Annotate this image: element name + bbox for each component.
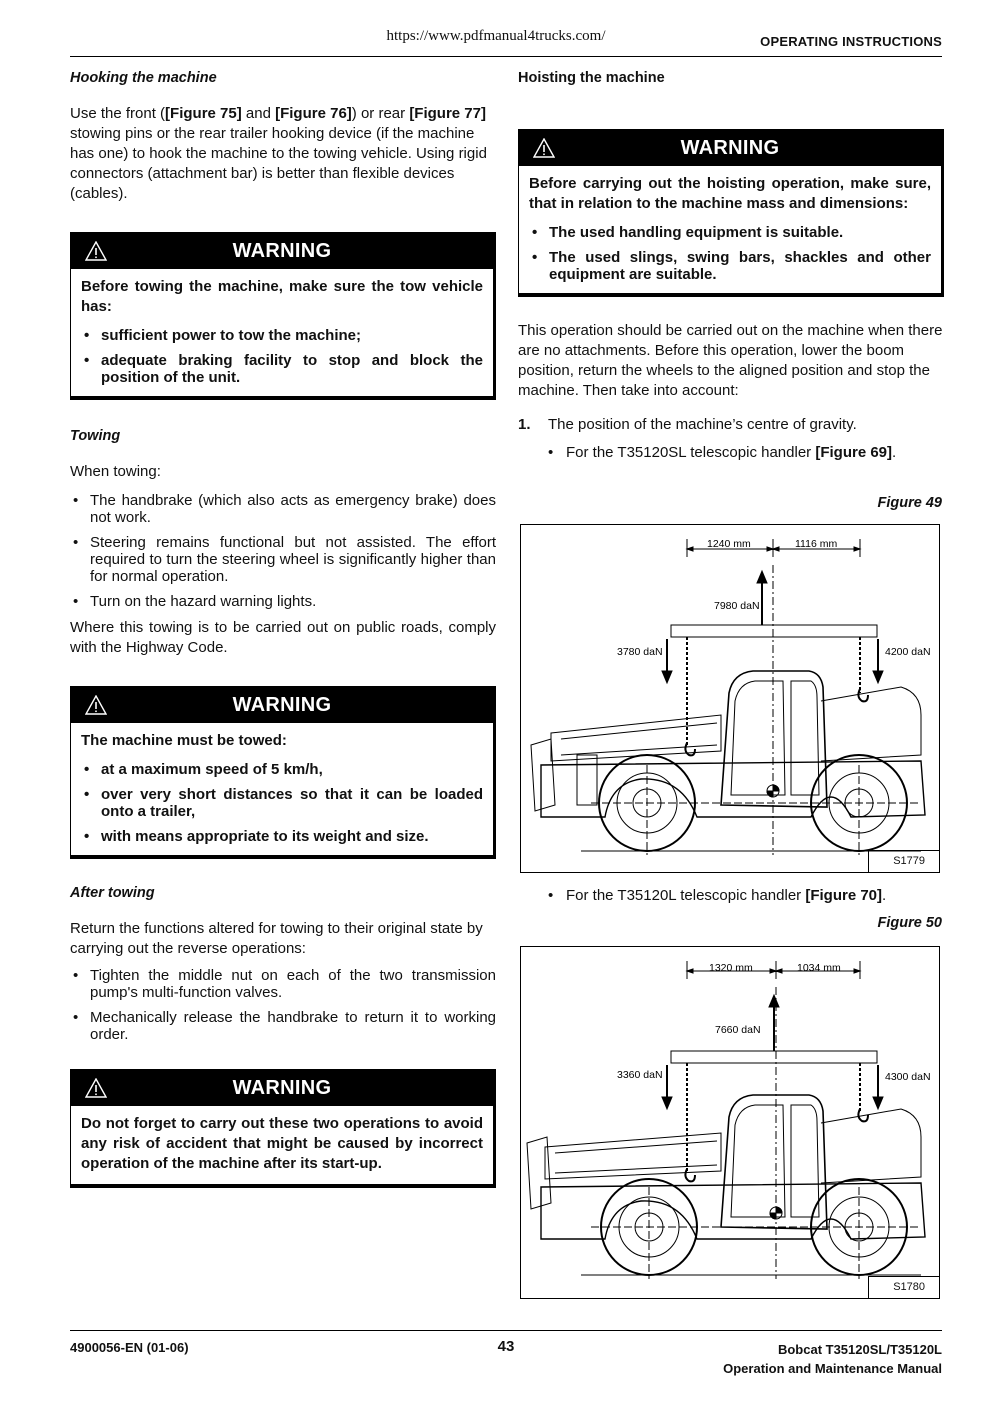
model-name: Bobcat T35120SL/T35120L [777,1342,942,1357]
hoisting-title: Hoisting the machine [518,70,665,86]
step-text: The position of the machine’s centre of gravity. [548,416,857,433]
figure-75-ref[interactable]: [Figure 75] [165,105,242,122]
warning-title: WARNING [680,137,780,159]
right-column [518,70,944,463]
list-item: • over very short distances so that it can be loaded onto a trailer, [81,786,483,820]
list-item: • Mechanically release the handbrake to return it to working order. [70,1009,496,1043]
dim-right-label: 1034 mm [797,962,841,974]
figure-49 [520,524,940,873]
left-column [70,70,496,1188]
hooking-text: Use the front ([Figure 75] and [Figure 76]) or rear [Figure 77] stowing pins or the rear trailer hooking device (if the machine has one) to hook the machine to the towing vehicle. Using rigid connectors (attachment bar) is better than flexible devices (cables). [70,105,487,202]
after-towing-text: Return the functions altered for towing to their original state by carrying out the reverse operations: [70,920,483,957]
load-left-label: 3780 daN [617,646,663,658]
figure-50-caption: Figure 50 [877,915,942,931]
load-left-label: 3360 daN [617,1069,663,1081]
dim-right-label: 1116 mm [795,538,838,550]
towing-roads-text: Where this towing is to be carried out on public roads, comply with the Highway Code. [70,619,496,656]
warning-header [519,130,941,166]
sub-item-t35120sl: • For the T35120SL telescopic handler [Figure 69]. [548,444,897,461]
figure-id: S1779 [868,850,939,872]
page-number: 43 [497,1338,515,1355]
towing-title: Towing [70,428,121,444]
warning-box-after-towing [70,1069,496,1188]
figure-70-ref[interactable]: [Figure 70] [805,887,883,904]
warning-box-towing [70,232,496,400]
document-number: 4900056-EN (01-06) [70,1340,189,1355]
figure-49-caption: Figure 49 [877,495,942,511]
list-item: • Steering remains functional but not assisted. The effort required to turn the steering wheel is significantly higher than for normal operation. [70,534,496,585]
figure-69-ref[interactable]: [Figure 69] [815,444,893,461]
warning-box-hoisting [518,129,944,297]
list-item: • The handbrake (which also acts as emergency brake) does not work. [70,492,496,526]
figure-id: S1780 [868,1276,939,1298]
load-top-label: 7660 daN [715,1024,761,1036]
step-1 [518,415,944,435]
list-item: • Turn on the hazard warning lights. [70,593,496,610]
warning-intro: Before towing the machine, make sure the tow vehicle has: [81,278,483,315]
hooking-title: Hooking the machine [70,70,217,86]
sub-item-t35120l: • For the T35120L telescopic handler [Figure 70]. [548,887,887,904]
list-item: • The used slings, swing bars, shackles and other equipment are suitable. [529,249,931,283]
warning-text: Do not forget to carry out these two operations to avoid any risk of accident that might be caused by incorrect operation of the machine after its start-up. [81,1115,483,1172]
list-item: • The used handling equipment is suitable. [529,224,931,241]
warning-intro: Before carrying out the hoisting operation, make sure, that in relation to the machine mass and dimensions: [529,175,931,212]
warning-title: WARNING [232,694,332,716]
warning-header [71,233,493,269]
manual-title [723,1340,942,1378]
list-item: • adequate braking facility to stop and block the position of the unit. [81,352,483,386]
list-item: • sufficient power to tow the machine; [81,327,483,344]
warning-title: WARNING [232,1077,332,1099]
manual-name: Operation and Maintenance Manual [723,1361,942,1376]
warning-title: WARNING [232,240,332,262]
load-right-label: 4200 daN [885,646,931,658]
step-number: 1. [518,416,531,433]
hoisting-text: This operation should be carried out on the machine when there are no attachments. Before this operation, lower the boom position, return the wheels to the aligned position and stop the machine. Then take into account: [518,322,943,399]
figure-50 [520,946,940,1299]
load-right-label: 4300 daN [885,1071,931,1083]
list-item: • Tighten the middle nut on each of the two transmission pump's multi-function valves. [70,967,496,1001]
warning-box-towed [70,686,496,859]
after-towing-title: After towing [70,885,155,901]
footer-divider [70,1330,942,1331]
figure-77-ref[interactable]: [Figure 77] [409,105,486,122]
warning-header [71,687,493,723]
telehandler-diagram-l [521,947,941,1300]
list-item: • with means appropriate to its weight and size. [81,828,483,845]
header-divider [70,56,942,57]
source-url: https://www.pdfmanual4trucks.com/ [386,28,606,44]
list-item: • at a maximum speed of 5 km/h, [81,761,483,778]
warning-header [71,1070,493,1106]
warning-intro: The machine must be towed: [81,732,287,749]
section-title: OPERATING INSTRUCTIONS [760,34,942,49]
dim-left-label: 1320 mm [709,962,753,974]
figure-76-ref[interactable]: [Figure 76] [275,105,352,122]
load-top-label: 7980 daN [714,600,760,612]
dim-left-label: 1240 mm [707,538,751,550]
towing-intro: When towing: [70,463,161,480]
telehandler-diagram-sl [521,525,941,874]
